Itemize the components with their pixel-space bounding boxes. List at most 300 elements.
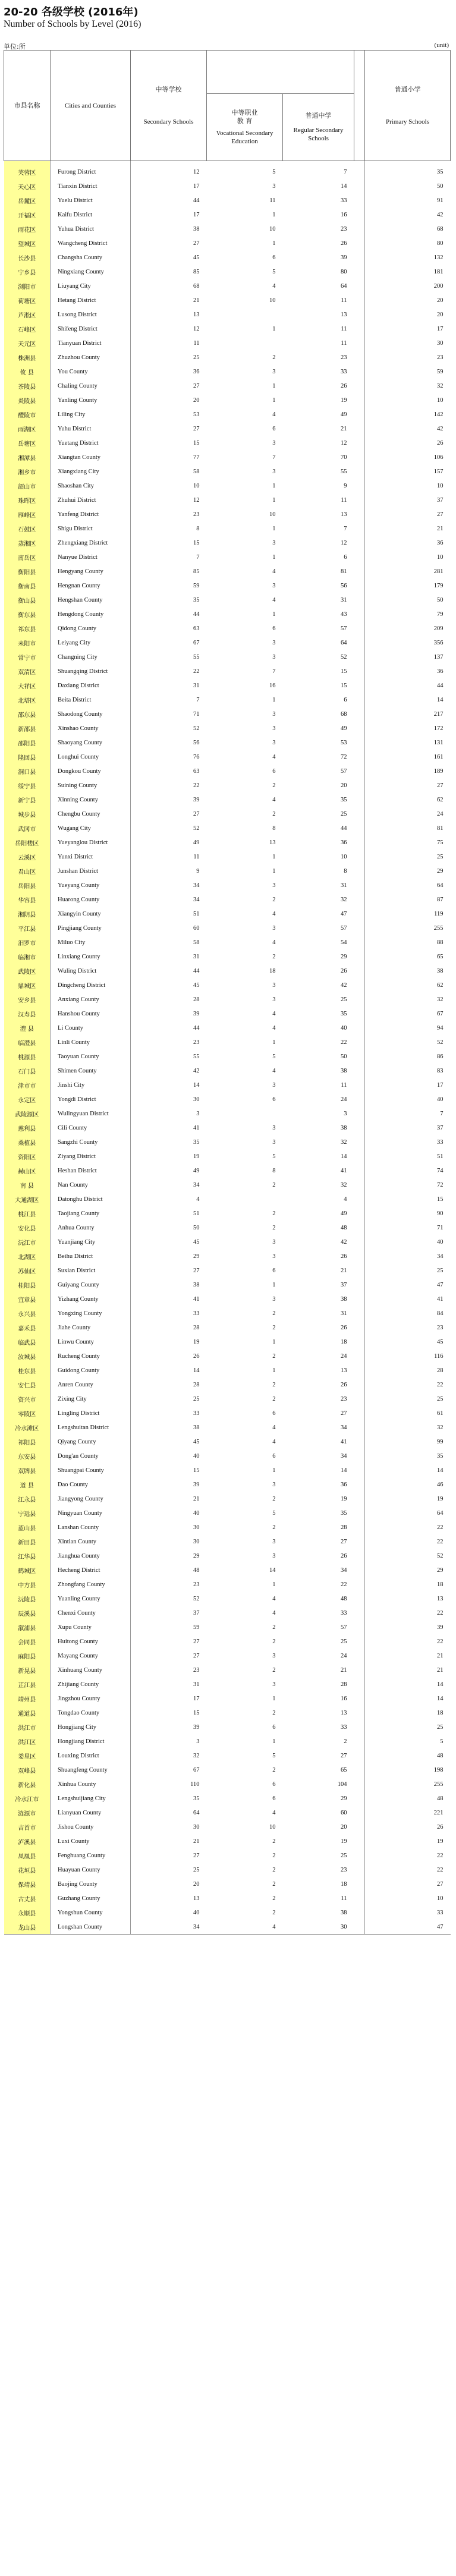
secondary-count: 55 [193, 1053, 200, 1060]
vocational-count: 8 [272, 1167, 276, 1174]
table-row [4, 992, 451, 1007]
column-spacer [354, 1649, 365, 1663]
column-spacer [354, 1064, 365, 1078]
regular-count: 36 [341, 1481, 347, 1488]
vocational-count: 1 [272, 1281, 276, 1288]
secondary-count: 3 [196, 1110, 200, 1117]
regular-count: 23 [341, 354, 347, 361]
region-name-en: Zhongfang County [51, 1577, 131, 1591]
region-name-cn: 芙蓉区 [4, 161, 51, 180]
region-name-en: Yanfeng District [51, 507, 131, 521]
primary-count: 33 [437, 1138, 444, 1146]
column-spacer [354, 1021, 365, 1035]
vocational-count: 6 [272, 1723, 276, 1731]
secondary-count: 110 [190, 1781, 200, 1788]
header-secondary [131, 51, 207, 161]
column-spacer [354, 1007, 365, 1021]
primary-count: 64 [437, 1509, 444, 1517]
column-spacer [354, 322, 365, 336]
region-name-cn: 云溪区 [4, 850, 51, 864]
primary-count: 30 [437, 339, 444, 347]
region-name-en: Guzhang County [51, 1891, 131, 1905]
region-name-cn: 桂阳县 [4, 1278, 51, 1292]
secondary-count: 12 [193, 496, 200, 504]
secondary-count: 27 [193, 810, 200, 817]
regular-count: 32 [341, 896, 347, 903]
region-name-en: Yizhang County [51, 1292, 131, 1306]
region-name-cn: 武陵区 [4, 964, 51, 978]
region-name-cn: 邵东县 [4, 707, 51, 721]
table-row [4, 1520, 451, 1534]
region-name-cn: 江永县 [4, 1492, 51, 1506]
region-name-en: Jiahe County [51, 1320, 131, 1335]
vocational-count: 1 [272, 1738, 276, 1745]
region-name-en: Dingcheng District [51, 978, 131, 992]
vocational-count: 4 [272, 411, 276, 418]
secondary-count: 3 [196, 1738, 200, 1745]
region-name-cn: 衡南县 [4, 578, 51, 593]
column-spacer [354, 949, 365, 964]
secondary-count: 52 [193, 1595, 200, 1602]
primary-count: 88 [437, 939, 444, 946]
table-row [4, 464, 451, 479]
primary-count: 189 [433, 768, 444, 775]
primary-count: 27 [437, 1880, 444, 1888]
table-row [4, 1549, 451, 1563]
vocational-count: 4 [272, 910, 276, 917]
regular-count: 38 [341, 1124, 347, 1131]
vocational-count: 3 [272, 725, 276, 732]
region-name-cn: 澧 县 [4, 1021, 51, 1035]
primary-count: 18 [437, 1581, 444, 1588]
column-spacer [354, 1506, 365, 1520]
regular-count: 24 [341, 1096, 347, 1103]
secondary-count: 85 [193, 268, 200, 275]
region-name-en: Xiangtan County [51, 450, 131, 464]
column-spacer [354, 507, 365, 521]
region-name-en: Taojiang County [51, 1206, 131, 1221]
regular-count: 30 [283, 1920, 354, 1935]
table-row [4, 750, 451, 764]
vocational-count: 2 [272, 1624, 276, 1631]
regular-count: 26 [341, 1324, 347, 1331]
primary-count: 29 [437, 1567, 444, 1574]
secondary-count: 21 [193, 297, 200, 304]
regular-count: 26 [341, 1253, 347, 1260]
vocational-count: 3 [272, 1652, 276, 1659]
vocational-count: 4 [272, 939, 276, 946]
primary-count: 71 [437, 1224, 444, 1231]
column-spacer [354, 336, 365, 350]
region-name-cn: 湘乡市 [4, 464, 51, 479]
column-spacer [354, 1377, 365, 1392]
table-row [4, 1064, 451, 1078]
region-name-cn: 洞口县 [4, 764, 51, 778]
region-name-cn: 开福区 [4, 207, 51, 222]
vocational-count: 1 [272, 211, 276, 218]
primary-count: 7 [440, 1110, 444, 1117]
secondary-count: 28 [193, 996, 200, 1003]
column-spacer [354, 1263, 365, 1278]
table-row [4, 1320, 451, 1335]
table-row [4, 350, 451, 364]
region-name-cn: 耒阳市 [4, 636, 51, 650]
region-name-en: Cili County [51, 1121, 131, 1135]
regular-count: 37 [341, 1281, 347, 1288]
secondary-count: 52 [193, 825, 200, 832]
primary-count: 68 [437, 225, 444, 232]
region-name-en: Chaling County [51, 379, 131, 393]
regular-count: 25 [341, 810, 347, 817]
regular-count: 9 [344, 482, 347, 489]
primary-count: 35 [437, 1452, 444, 1460]
regular-count: 21 [341, 1267, 347, 1274]
regular-count: 15 [341, 668, 347, 675]
secondary-count: 41 [193, 1124, 200, 1131]
secondary-count: 27 [193, 1638, 200, 1645]
vocational-count: 2 [272, 1895, 276, 1902]
primary-count: 14 [437, 696, 444, 703]
region-name-en: Baojing County [51, 1877, 131, 1891]
regular-count: 64 [341, 282, 347, 290]
column-spacer [354, 707, 365, 721]
primary-count: 46 [437, 1481, 444, 1488]
table-row [4, 1606, 451, 1620]
secondary-count: 34 [193, 882, 200, 889]
table-row [4, 864, 451, 878]
column-spacer [354, 607, 365, 621]
table-row [4, 1306, 451, 1320]
regular-count: 56 [341, 582, 347, 589]
vocational-count: 2 [272, 1709, 276, 1716]
region-name-en: Zhengxiang District [51, 536, 131, 550]
region-name-en: Yueyang County [51, 878, 131, 892]
region-name-cn: 桂东县 [4, 1363, 51, 1377]
regular-count: 25 [341, 996, 347, 1003]
table-row [4, 607, 451, 621]
table-row [4, 921, 451, 935]
table-row [4, 1449, 451, 1463]
vocational-count: 6 [272, 1795, 276, 1802]
region-name-cn: 新化县 [4, 1777, 51, 1791]
region-name-cn: 芦淞区 [4, 307, 51, 322]
secondary-count: 35 [193, 1138, 200, 1146]
secondary-count: 35 [193, 1795, 200, 1802]
region-name-en: Longshan County [51, 1920, 131, 1935]
secondary-count: 22 [193, 668, 200, 675]
column-spacer [354, 821, 365, 835]
table-row [4, 964, 451, 978]
column-spacer [354, 1492, 365, 1506]
region-name-cn: 鹤城区 [4, 1563, 51, 1577]
region-name-cn: 会同县 [4, 1634, 51, 1649]
vocational-count: 3 [272, 653, 276, 660]
primary-count: 40 [437, 1238, 444, 1245]
table-row [4, 1263, 451, 1278]
primary-count: 179 [433, 582, 444, 589]
column-spacer [354, 350, 365, 364]
secondary-count: 23 [193, 1039, 200, 1046]
vocational-count: 1 [272, 382, 276, 389]
table-row [4, 1007, 451, 1021]
region-name-cn: 衡阳县 [4, 564, 51, 578]
secondary-count: 40 [193, 1509, 200, 1517]
table-row [4, 821, 451, 835]
secondary-count: 29 [193, 1253, 200, 1260]
primary-count: 200 [433, 282, 444, 290]
column-spacer [354, 436, 365, 450]
region-name-cn: 天元区 [4, 336, 51, 350]
header-regular-cn: 普通中学 [305, 112, 332, 119]
table-row [4, 1577, 451, 1591]
region-name-en: Miluo City [51, 935, 131, 949]
column-spacer [354, 393, 365, 407]
vocational-count [207, 307, 283, 322]
region-name-en: Chengbu County [51, 807, 131, 821]
vocational-count: 4 [272, 796, 276, 803]
table-row [4, 835, 451, 850]
table-row [4, 436, 451, 450]
secondary-count: 21 [193, 1495, 200, 1502]
vocational-count: 2 [272, 1381, 276, 1388]
region-name-cn: 泸溪县 [4, 1834, 51, 1848]
primary-count: 15 [437, 1196, 444, 1203]
table-row [4, 1763, 451, 1777]
vocational-count: 2 [272, 896, 276, 903]
region-name-en: Nan County [51, 1178, 131, 1192]
vocational-count: 1 [272, 496, 276, 504]
secondary-count: 53 [193, 411, 200, 418]
header-vocational-cn: 中等职业 教 育 [231, 109, 258, 125]
region-name-en: Shuangpai County [51, 1463, 131, 1477]
region-name-en: Chenxi County [51, 1606, 131, 1620]
secondary-count: 15 [193, 539, 200, 546]
region-name-en: Luxi County [51, 1834, 131, 1848]
region-name-cn: 望城区 [4, 236, 51, 250]
region-name-cn: 桃源县 [4, 1049, 51, 1064]
region-name-cn: 鼎城区 [4, 978, 51, 992]
table-row [4, 878, 451, 892]
column-spacer [354, 878, 365, 892]
region-name-en: Lianyuan County [51, 1806, 131, 1820]
column-spacer [354, 578, 365, 593]
regular-count: 15 [341, 682, 347, 689]
primary-count: 80 [437, 240, 444, 247]
regular-count: 21 [341, 425, 347, 432]
regular-count: 21 [341, 1666, 347, 1674]
primary-count: 41 [437, 1295, 444, 1303]
primary-count: 52 [437, 1552, 444, 1559]
region-name-cn: 汨罗市 [4, 935, 51, 949]
regular-count: 28 [341, 1681, 347, 1688]
secondary-count: 49 [193, 1167, 200, 1174]
column-spacer [354, 1121, 365, 1135]
secondary-count: 23 [193, 511, 200, 518]
regular-count: 34 [341, 1567, 347, 1574]
regular-count: 23 [341, 1866, 347, 1873]
regular-count: 14 [341, 183, 347, 190]
secondary-count: 21 [193, 1838, 200, 1845]
region-name-cn: 隆回县 [4, 750, 51, 764]
table-row [4, 521, 451, 536]
region-name-en: Tianxin District [51, 179, 131, 193]
vocational-count: 6 [272, 768, 276, 775]
region-name-cn: 双牌县 [4, 1463, 51, 1477]
regular-count: 50 [341, 1053, 347, 1060]
primary-count: 37 [437, 1124, 444, 1131]
table-row [4, 1021, 451, 1035]
header-vocational-en: Vocational Secondary Education [216, 130, 273, 145]
column-spacer [354, 193, 365, 207]
region-name-cn: 凤凰县 [4, 1848, 51, 1863]
regular-count: 32 [341, 1138, 347, 1146]
region-name-en: Hetang District [51, 293, 131, 307]
table-row [4, 1920, 451, 1935]
regular-count: 32 [341, 1181, 347, 1188]
column-spacer [354, 693, 365, 707]
table-row [4, 1748, 451, 1763]
secondary-count: 12 [193, 325, 200, 332]
regular-count: 35 [341, 1509, 347, 1517]
region-name-cn: 新宁县 [4, 792, 51, 807]
region-name-cn: 花垣县 [4, 1863, 51, 1877]
vocational-count: 2 [272, 1866, 276, 1873]
regular-count: 43 [341, 611, 347, 618]
region-name-en: Guidong County [51, 1363, 131, 1377]
secondary-count: 30 [193, 1524, 200, 1531]
region-name-en: Yuhua District [51, 222, 131, 236]
regular-count: 65 [341, 1766, 347, 1773]
regular-count: 18 [341, 1338, 347, 1345]
column-spacer [354, 1477, 365, 1492]
region-name-en: Zhijiang County [51, 1677, 131, 1691]
vocational-count: 3 [272, 996, 276, 1003]
region-name-en: Anren County [51, 1377, 131, 1392]
table-row [4, 621, 451, 636]
column-spacer [354, 1606, 365, 1620]
primary-count: 22 [437, 1866, 444, 1873]
column-spacer [354, 1706, 365, 1720]
unit-label-cn: 单位:所 [4, 43, 26, 51]
vocational-count: 6 [272, 1452, 276, 1460]
table-row [4, 593, 451, 607]
region-name-en: Liling City [51, 407, 131, 422]
regular-count: 11 [341, 1895, 347, 1902]
header-secondary-cn: 中等学校 [155, 85, 182, 93]
region-name-cn: 汝城县 [4, 1349, 51, 1363]
column-spacer [354, 650, 365, 664]
region-name-en: Guiyang County [51, 1278, 131, 1292]
region-name-cn: 嘉禾县 [4, 1320, 51, 1335]
secondary-count: 76 [193, 753, 200, 760]
secondary-count: 34 [193, 1181, 200, 1188]
vocational-count: 13 [269, 839, 276, 846]
regular-count: 52 [341, 653, 347, 660]
secondary-count: 26 [193, 1353, 200, 1360]
primary-count: 36 [437, 539, 444, 546]
vocational-count: 2 [272, 1353, 276, 1360]
secondary-count: 51 [193, 1210, 200, 1217]
region-name-cn: 君山区 [4, 864, 51, 878]
column-spacer [354, 293, 365, 307]
secondary-count: 35 [193, 596, 200, 603]
secondary-count: 34 [131, 1920, 207, 1935]
region-name-en: Qidong County [51, 621, 131, 636]
regular-count: 48 [341, 1224, 347, 1231]
primary-count: 27 [437, 782, 444, 789]
region-name-cn: 大通湖区 [4, 1192, 51, 1206]
regular-count: 20 [341, 782, 347, 789]
secondary-count: 27 [193, 382, 200, 389]
table-row [4, 507, 451, 521]
vocational-count: 6 [272, 254, 276, 261]
regular-count: 24 [341, 1353, 347, 1360]
column-spacer [354, 479, 365, 493]
regular-count: 27 [341, 1410, 347, 1417]
region-name-cn: 冷水滩区 [4, 1420, 51, 1435]
table-row [4, 1591, 451, 1606]
secondary-count: 60 [193, 924, 200, 932]
region-name-cn: 冷水江市 [4, 1791, 51, 1806]
primary-count: 48 [437, 1752, 444, 1759]
region-name-cn: 株洲县 [4, 350, 51, 364]
secondary-count: 27 [193, 425, 200, 432]
region-name-cn: 珠晖区 [4, 493, 51, 507]
primary-count: 50 [437, 183, 444, 190]
region-name-cn: 绥宁县 [4, 778, 51, 792]
region-name-en: Wugang City [51, 821, 131, 835]
region-name-en: Xupu County [51, 1620, 131, 1634]
regular-count: 20 [341, 1823, 347, 1830]
vocational-count: 5 [272, 1752, 276, 1759]
header-primary-en: Primary Schools [385, 118, 430, 125]
region-name-en: Yuanjiang City [51, 1235, 131, 1249]
primary-count: 64 [437, 882, 444, 889]
primary-count: 74 [437, 1167, 444, 1174]
primary-count: 50 [437, 596, 444, 603]
regular-count: 38 [341, 1909, 347, 1916]
table-row [4, 422, 451, 436]
column-spacer [354, 1663, 365, 1677]
region-name-en: Lengshuitan District [51, 1420, 131, 1435]
region-name-cn: 北塔区 [4, 693, 51, 707]
secondary-count: 23 [193, 1581, 200, 1588]
secondary-count: 15 [193, 1467, 200, 1474]
vocational-count: 2 [272, 354, 276, 361]
table-row [4, 1292, 451, 1306]
regular-count: 13 [341, 1367, 347, 1374]
region-name-en: Anhua County [51, 1221, 131, 1235]
regular-count: 27 [341, 1538, 347, 1545]
vocational-count: 1 [272, 482, 276, 489]
table-row [4, 1392, 451, 1406]
vocational-count: 4 [272, 1067, 276, 1074]
secondary-count: 44 [193, 611, 200, 618]
primary-count: 20 [437, 297, 444, 304]
region-name-cn: 衡山县 [4, 593, 51, 607]
region-name-en: Xiangxiang City [51, 464, 131, 479]
region-name-cn: 沅江市 [4, 1235, 51, 1249]
table-row [4, 307, 451, 322]
column-spacer [354, 1591, 365, 1606]
region-name-en: Hengshan County [51, 593, 131, 607]
region-name-cn: 江华县 [4, 1549, 51, 1563]
regular-count: 11 [341, 325, 347, 332]
column-spacer [354, 935, 365, 949]
secondary-count: 30 [193, 1096, 200, 1103]
table-row [4, 161, 451, 180]
region-name-cn: 娄星区 [4, 1748, 51, 1763]
